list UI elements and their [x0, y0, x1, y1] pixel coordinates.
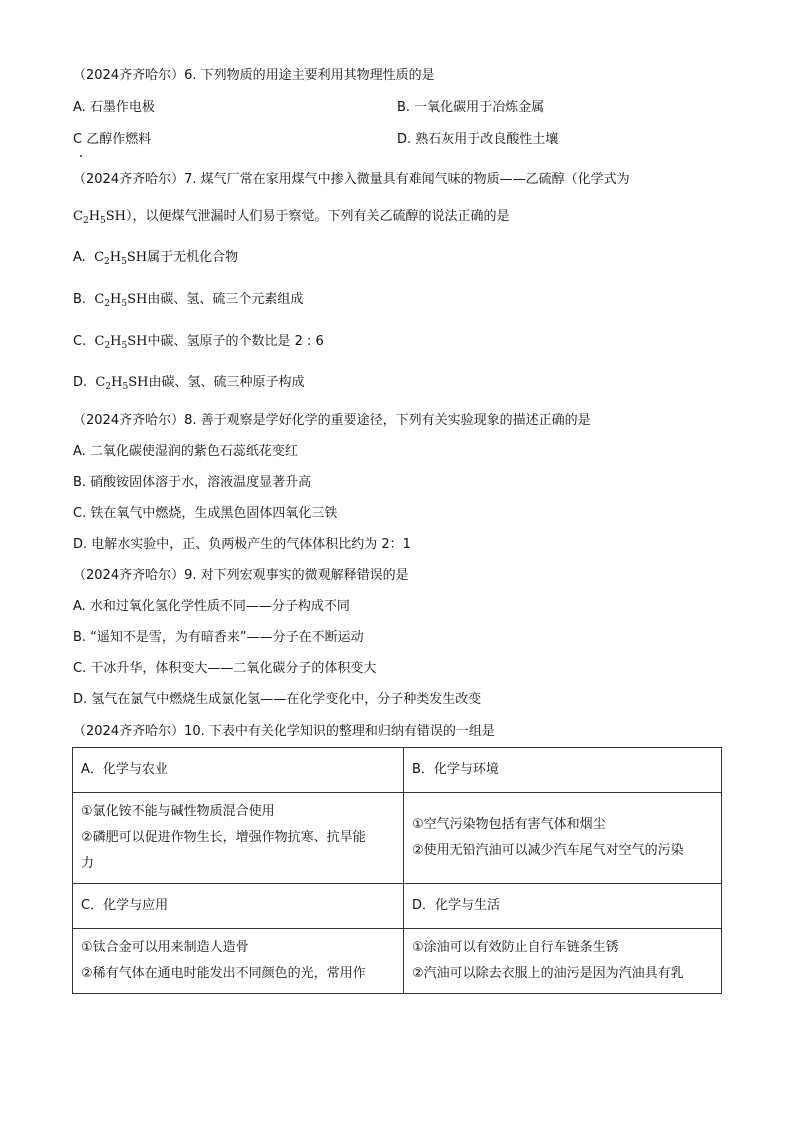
q8-option-b: B. 硝酸铵固体溶于水，溶液温度显著升高: [73, 475, 312, 490]
q7-option-a: A. $C_2H_5SH$属于无机化合物: [73, 250, 239, 267]
q8-option-d: D. 电解水实验中，正、负两极产生的气体体积比约为 2：1: [73, 537, 411, 552]
table-cell-d-content: ①涂油可以有效防止自行车链条生锈 ②汽油可以除去衣服上的油污是因为汽油具有乳: [404, 929, 722, 994]
q8-option-a: A. 二氧化碳使湿润的紫色石蕊纸花变红: [73, 444, 298, 459]
q6-option-b: B. 一氧化碳用于冶炼金属: [397, 100, 545, 115]
question-7-stem-line1: （2024齐齐哈尔）7. 煤气厂常在家用煤气中掺入微量具有难闻气味的物质——乙硫醇（化学式为: [73, 172, 630, 187]
table-cell-c-header: C．化学与应用: [73, 884, 404, 929]
q6-option-d: D. 熟石灰用于改良酸性土壤: [397, 132, 559, 147]
q7-option-d: D. $C_2H_5SH$由碳、氢、硫三种原子构成: [73, 375, 305, 392]
table-cell-a-header: A．化学与农业: [73, 748, 404, 793]
q6-option-c: C 乙醇作燃料: [73, 132, 152, 147]
q9-option-a: A. 水和过氧化氢化学性质不同——分子构成不同: [73, 599, 350, 614]
q9-option-c: C. 干冰升华，体积变大——二氧化碳分子的体积变大: [73, 661, 377, 676]
q9-option-b: B. “遥知不是雪，为有暗香来”——分子在不断运动: [73, 630, 364, 645]
table-cell-b-header: B．化学与环境: [404, 748, 722, 793]
question-8-stem: （2024齐齐哈尔）8. 善于观察是学好化学的重要途径，下列有关实验现象的描述正确的是: [73, 413, 591, 428]
table-cell-c-content: ①钛合金可以用来制造人造骨 ②稀有气体在通电时能发出不同颜色的光，常用作: [73, 929, 404, 994]
table-cell-a-content: ①氯化铵不能与碱性物质混合使用 ②磷肥可以促进作物生长，增强作物抗寒、抗旱能 力: [73, 793, 404, 884]
question-9-stem: （2024齐齐哈尔）9. 对下列宏观事实的微观解释错误的是: [73, 568, 409, 583]
question-7-stem-line2: $C_2H_5SH$），以便煤气泄漏时人们易于察觉。下列有关乙硫醇的说法正确的是: [73, 209, 510, 226]
q7-option-b: B. $C_2H_5SH$由碳、氢、硫三个元素组成: [73, 292, 304, 309]
q6-option-a: A. 石墨作电极: [73, 100, 155, 115]
q8-option-c: C. 铁在氧气中燃烧，生成黑色固体四氧化三铁: [73, 506, 338, 521]
ethanethiol-formula: $C_2H_5SH$: [73, 209, 127, 226]
question-10-stem: （2024齐齐哈尔）10. 下表中有关化学知识的整理和归纳有错误的一组是: [73, 724, 495, 739]
table-cell-d-header: D．化学与生活: [404, 884, 722, 929]
stray-dot: [80, 155, 82, 157]
question-6-stem: （2024齐齐哈尔）6. 下列物质的用途主要利用其物理性质的是: [73, 68, 435, 83]
knowledge-summary-table: [72, 747, 722, 994]
q9-option-d: D. 氢气在氯气中燃烧生成氯化氢——在化学变化中，分子种类发生改变: [73, 692, 482, 707]
q7-option-c: C. $C_2H_5SH$中碳、氢原子的个数比是 2 : 6: [73, 334, 324, 351]
table-cell-b-content: ①空气污染物包括有害气体和烟尘 ②使用无铅汽油可以减少汽车尾气对空气的污染: [404, 793, 722, 884]
